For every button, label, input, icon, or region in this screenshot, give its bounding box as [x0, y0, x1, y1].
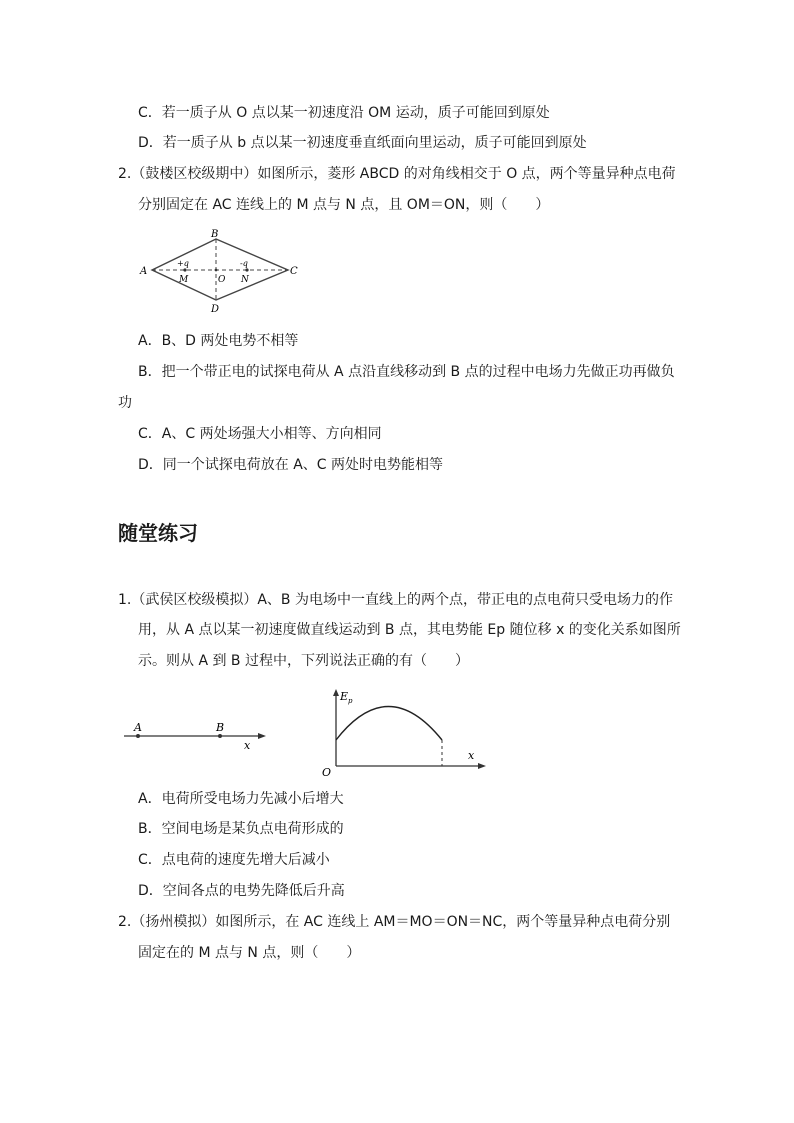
label-n: N	[241, 275, 249, 285]
label-a: A	[140, 266, 148, 277]
p1-option-b: B．空间电场是某负点电荷形成的	[138, 821, 344, 837]
label-d: D	[211, 304, 220, 315]
p1-option-a: A．电荷所受电场力先减小后增大	[138, 791, 344, 807]
q2-option-c: C．A、C 两处场强大小相等、方向相同	[138, 426, 382, 442]
option-c: C．若一质子从 O 点以某一初速度沿 OM 运动，质子可能回到原处	[138, 105, 550, 121]
rhombus-figure	[135, 228, 310, 318]
label-b: B	[211, 229, 219, 240]
label-x-axis-2: x	[468, 749, 475, 762]
practice-2-line-2: 固定在的 M 点与 N 点，则（ ）	[138, 945, 361, 961]
question-2-line-1: 2.（鼓楼区校级期中）如图所示，菱形 ABCD 的对角线相交于 O 点，两个等量异种点电荷	[118, 166, 676, 182]
section-heading: 随堂练习	[118, 521, 198, 545]
question-2-line-2: 分别固定在 AC 连线上的 M 点与 N 点，且 OM＝ON，则（ ）	[138, 197, 550, 213]
label-c: C	[290, 266, 298, 277]
q2-option-d: D．同一个试探电荷放在 A、C 两处时电势能相等	[138, 457, 444, 473]
label-o: O	[218, 275, 226, 285]
option-d: D．若一质子从 b 点以某一初速度垂直纸面向里运动，质子可能回到原处	[138, 135, 587, 151]
p1-option-d: D．空间各点的电势先降低后升高	[138, 883, 345, 899]
practice-2-line-1: 2.（扬州模拟）如图所示，在 AC 连线上 AM＝MO＝ON＝NC，两个等量异种点电荷分别	[118, 914, 671, 930]
label-ep-sub: p	[348, 697, 353, 705]
practice-1-line-2: 用，从 A 点以某一初速度做直线运动到 B 点，其电势能 Ep 随位移 x 的变化关系如图所	[138, 622, 681, 638]
q2-option-a: A．B、D 两处电势不相等	[138, 333, 299, 349]
label-a-point: A	[134, 721, 142, 734]
q2-option-b-line-1: B．把一个带正电的试探电荷从 A 点沿直线移动到 B 点的过程中电场力先做正功再做负	[138, 364, 675, 380]
label-plus-q: +q	[177, 259, 189, 268]
practice-1-line-3: 示。则从 A 到 B 过程中，下列说法正确的有（ ）	[138, 653, 469, 669]
label-minus-q: -q	[240, 259, 248, 268]
label-x-axis-1: x	[244, 739, 251, 752]
label-b-point: B	[216, 721, 225, 734]
label-m: M	[179, 275, 189, 285]
q2-option-b-line-2: 功	[118, 395, 132, 411]
label-origin: O	[322, 766, 332, 776]
p1-option-c: C．点电荷的速度先增大后减小	[138, 852, 330, 868]
ep-x-graph	[318, 688, 488, 776]
practice-1-line-1: 1.（武侯区校级模拟）A、B 为电场中一直线上的两个点，带正电的点电荷只受电场力的作	[118, 592, 673, 608]
number-line-figure	[120, 718, 270, 754]
label-ep: E	[340, 690, 349, 703]
